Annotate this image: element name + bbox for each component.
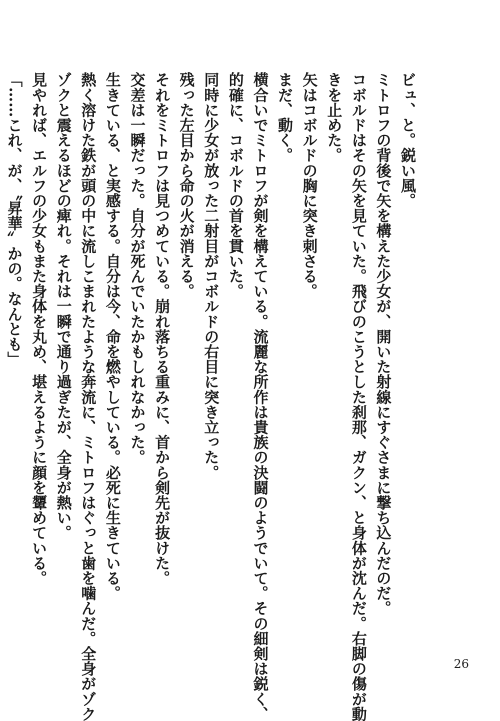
text-line-7: 横合いでミトロフが剣を構えている。流麗な所作は貴族の決闘のようでいて。その細剣は鋭く、: [251, 72, 270, 721]
text-line-1: ビュ、と。鋭い風。: [399, 72, 417, 208]
text-line-14: 熱く溶けた鉄が頭の中に流しこまれたような奔流に、ミトロフはぐっと歯を噛んだ。全身がゾク: [79, 72, 98, 721]
text-line-16: 見やれば、エルフの少女もまた身体を丸め、堪えるように顔を顰めている。: [30, 72, 49, 586]
text-line-15: ゾクと震えるほどの痺れ。それは一瞬で通り過ぎたが、全身が熱い。: [54, 72, 73, 541]
text-line-11: それをミトロフは見つめている。崩れ落ちる重みに、首から剣先が抜けた。: [153, 72, 172, 586]
text-line-4: きを止めた。: [325, 72, 344, 163]
text-line-5: 矢はコボルドの胸に突き刺さる。: [300, 72, 319, 299]
vertical-text-block: [2, 72, 420, 721]
text-line-10: 残った左目から命の火が消える。: [177, 72, 196, 299]
text-line-3: コボルドはその矢を見ていた。飛びのこうとした刹那、ガクン、と身体が沈んだ。右脚の傷が動: [349, 72, 368, 721]
text-line-2: ミトロフの背後で矢を構えた少女が、開いた射線にすぐさまに撃ち込んだのだ。: [374, 72, 393, 616]
text-line-17: 「……これ、が、〝昇華〟かの。なんとも」: [5, 72, 24, 367]
page-number: 26: [453, 657, 469, 671]
text-line-13: 生きている、と実感する。自分は今、命を燃やしている。必死に生きている。: [103, 72, 122, 601]
text-line-12: 交差は一瞬だった。自分が死んでいたかもしれなかった。: [128, 72, 147, 465]
text-line-8: 的確に、コボルドの首を貫いた。: [226, 72, 245, 299]
text-line-6: まだ、動く。: [276, 72, 295, 163]
text-line-9: 同時に少女が放った二射目がコボルドの右目に突き立った。: [202, 72, 221, 480]
